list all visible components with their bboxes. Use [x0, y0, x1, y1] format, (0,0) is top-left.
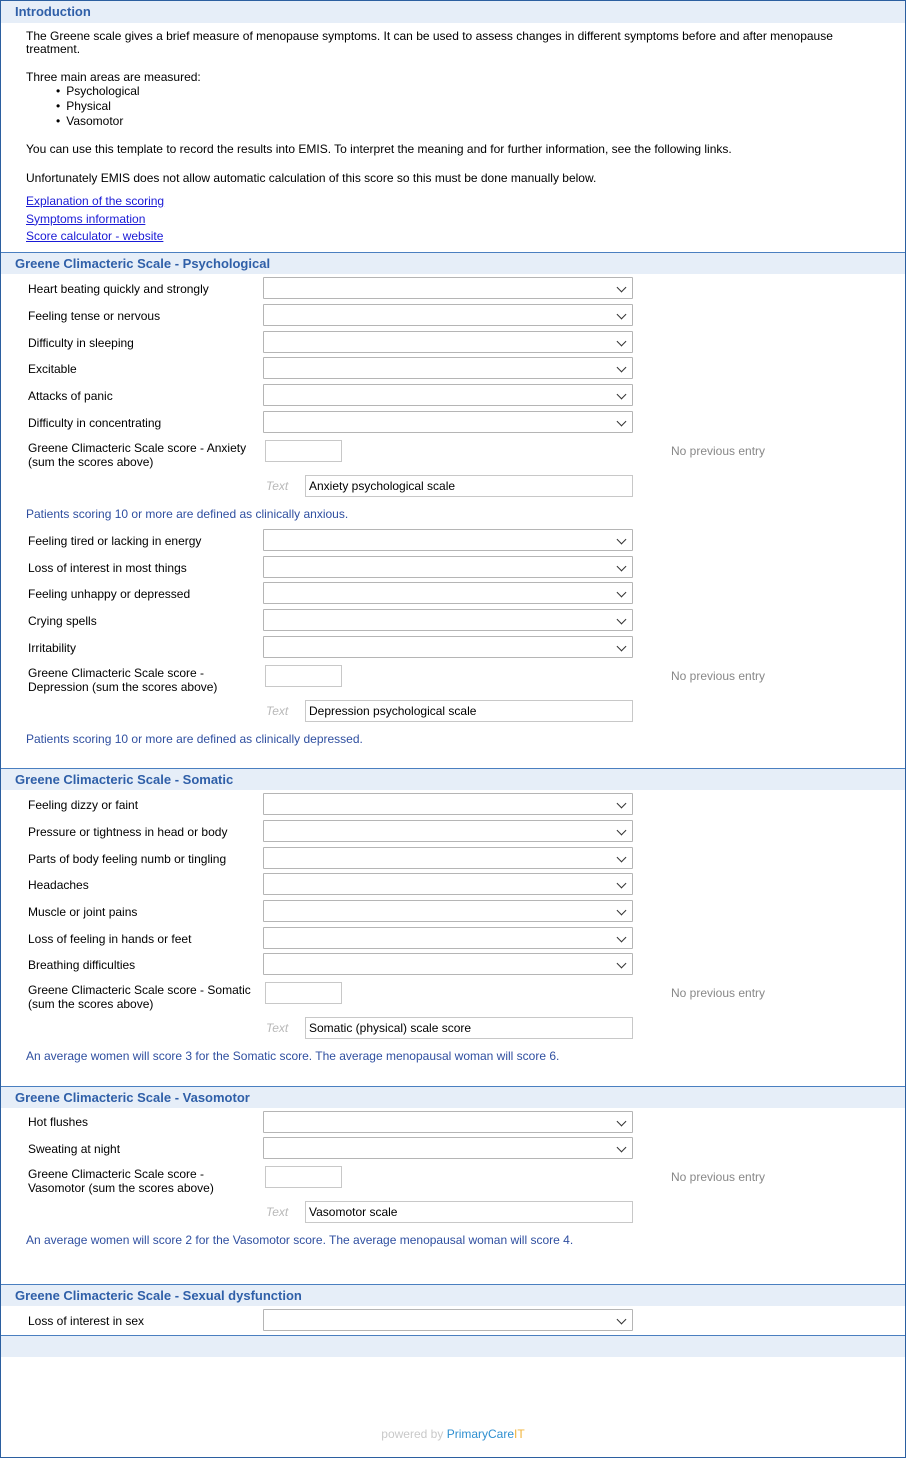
answer-dropdown[interactable] [263, 1309, 633, 1331]
question-label: Muscle or joint pains [28, 905, 138, 919]
previous-entry-text: No previous entry [671, 986, 766, 1000]
answer-dropdown[interactable] [263, 384, 633, 406]
chevron-down-icon [617, 933, 627, 943]
chevron-down-icon [617, 588, 627, 598]
question-label: Loss of feeling in hands or feet [28, 932, 192, 946]
chevron-down-icon [617, 562, 627, 572]
somatic-text-input[interactable]: Somatic (physical) scale score [305, 1017, 633, 1039]
answer-dropdown[interactable] [263, 793, 633, 815]
depression-score-label: Greene Climacteric Scale score - Depression (sum the scores above) [28, 666, 218, 694]
answer-dropdown[interactable] [263, 1137, 633, 1159]
answer-dropdown[interactable] [263, 529, 633, 551]
area-item: • Psychological [56, 84, 881, 99]
intro-manual-text: Unfortunately EMIS does not allow automatic calculation of this score so this must be done manually below. [26, 171, 597, 185]
link-symptoms-info[interactable]: Symptoms information [26, 211, 146, 226]
text-label: Text [266, 1021, 289, 1035]
answer-dropdown[interactable] [263, 927, 633, 949]
answer-dropdown[interactable] [263, 556, 633, 578]
question-label: Excitable [28, 362, 77, 376]
chevron-down-icon [617, 799, 627, 809]
vasomotor-score-label: Greene Climacteric Scale score - Vasomotor (sum the scores above) [28, 1167, 214, 1195]
anxiety-score-input[interactable] [265, 440, 342, 462]
link-explanation-scoring[interactable]: Explanation of the scoring [26, 194, 165, 208]
question-label: Loss of interest in sex [28, 1314, 145, 1328]
question-label: Pressure or tightness in head or body [28, 825, 228, 839]
chevron-down-icon [617, 417, 627, 427]
link-score-calculator[interactable]: Score calculator - website [26, 229, 164, 243]
chevron-down-icon [617, 283, 627, 293]
chevron-down-icon [617, 879, 627, 889]
vasomotor-header: Greene Climacteric Scale - Vasomotor [1, 1086, 905, 1108]
answer-dropdown[interactable] [263, 636, 633, 658]
chevron-down-icon [617, 826, 627, 836]
question-label: Feeling unhappy or depressed [28, 587, 191, 601]
brand-it: IT [514, 1427, 525, 1441]
chevron-down-icon [617, 535, 627, 545]
anxiety-text-input[interactable]: Anxiety psychological scale [305, 475, 633, 497]
vasomotor-section [1, 1086, 905, 1108]
answer-dropdown[interactable] [263, 277, 633, 299]
question-label: Feeling dizzy or faint [28, 798, 139, 812]
question-label: Feeling tense or nervous [28, 309, 161, 323]
areas-label: Three main areas are measured: [26, 70, 201, 84]
areas-list [56, 84, 881, 129]
somatic-note: An average women will score 3 for the Somatic score. The average menopausal woman will score 6. [26, 1049, 560, 1063]
answer-dropdown[interactable] [263, 953, 633, 975]
chevron-down-icon [617, 906, 627, 916]
question-label: Sweating at night [28, 1142, 121, 1156]
somatic-header: Greene Climacteric Scale - Somatic [1, 768, 905, 790]
chevron-down-icon [617, 363, 627, 373]
answer-dropdown[interactable] [263, 820, 633, 842]
chevron-down-icon [617, 959, 627, 969]
answer-dropdown[interactable] [263, 304, 633, 326]
answer-dropdown[interactable] [263, 582, 633, 604]
question-label: Heart beating quickly and strongly [28, 282, 209, 296]
text-label: Text [266, 479, 289, 493]
area-item: • Vasomotor [56, 114, 881, 129]
chevron-down-icon [617, 1143, 627, 1153]
previous-entry-text: No previous entry [671, 1170, 766, 1184]
question-label: Crying spells [28, 614, 97, 628]
text-label: Text [266, 704, 289, 718]
depression-note: Patients scoring 10 or more are defined as clinically depressed. [26, 732, 363, 746]
chevron-down-icon [617, 615, 627, 625]
answer-dropdown[interactable] [263, 411, 633, 433]
chevron-down-icon [617, 310, 627, 320]
answer-dropdown[interactable] [263, 873, 633, 895]
answer-dropdown[interactable] [263, 1111, 633, 1133]
powered-by-footer [1, 1427, 905, 1441]
answer-dropdown[interactable] [263, 357, 633, 379]
intro-header: Introduction [1, 1, 905, 23]
question-label: Difficulty in concentrating [28, 416, 162, 430]
chevron-down-icon [617, 337, 627, 347]
question-label: Difficulty in sleeping [28, 336, 134, 350]
answer-dropdown[interactable] [263, 900, 633, 922]
vasomotor-note: An average women will score 2 for the Vasomotor score. The average menopausal woman will score 4. [26, 1233, 574, 1247]
question-label: Attacks of panic [28, 389, 113, 403]
psychological-header: Greene Climacteric Scale - Psychological [1, 252, 905, 274]
somatic-section [1, 768, 905, 790]
section-footer-bar [1, 1335, 905, 1357]
question-label: Breathing difficulties [28, 958, 136, 972]
answer-dropdown[interactable] [263, 609, 633, 631]
text-label: Text [266, 1205, 289, 1219]
chevron-down-icon [617, 853, 627, 863]
question-label: Feeling tired or lacking in energy [28, 534, 202, 548]
question-label: Loss of interest in most things [28, 561, 187, 575]
vasomotor-text-input[interactable]: Vasomotor scale [305, 1201, 633, 1223]
chevron-down-icon [617, 642, 627, 652]
intro-description: The Greene scale gives a brief measure of menopause symptoms. It can be used to assess changes in different symptoms before and after menopause treatment. [26, 29, 833, 56]
depression-score-input[interactable] [265, 665, 342, 687]
question-label: Irritability [28, 641, 77, 655]
intro-emis-text: You can use this template to record the results into EMIS. To interpret the meaning and for further information, see the following links. [26, 142, 732, 156]
answer-dropdown[interactable] [263, 847, 633, 869]
anxiety-note: Patients scoring 10 or more are defined as clinically anxious. [26, 507, 349, 521]
depression-text-input[interactable]: Depression psychological scale [305, 700, 633, 722]
psychological-section [1, 252, 905, 274]
chevron-down-icon [617, 390, 627, 400]
sexual-dysfunction-header: Greene Climacteric Scale - Sexual dysfunction [1, 1284, 905, 1306]
area-item: • Physical [56, 99, 881, 114]
previous-entry-text: No previous entry [671, 444, 766, 458]
sexual-dysfunction-section [1, 1284, 905, 1306]
somatic-score-input[interactable] [265, 982, 342, 1004]
anxiety-score-label: Greene Climacteric Scale score - Anxiety (sum the scores above) [28, 441, 247, 469]
brand-primarycare: PrimaryCare [446, 1427, 515, 1441]
chevron-down-icon [617, 1315, 627, 1325]
vasomotor-score-input[interactable] [265, 1166, 342, 1188]
chevron-down-icon [617, 1117, 627, 1127]
intro-section [1, 1, 905, 246]
previous-entry-text: No previous entry [671, 669, 766, 683]
answer-dropdown[interactable] [263, 331, 633, 353]
powered-by-text: powered by [381, 1427, 444, 1441]
question-label: Hot flushes [28, 1115, 89, 1129]
question-label: Parts of body feeling numb or tingling [28, 852, 227, 866]
somatic-score-label: Greene Climacteric Scale score - Somatic (sum the scores above) [28, 983, 251, 1011]
question-label: Headaches [28, 878, 89, 892]
